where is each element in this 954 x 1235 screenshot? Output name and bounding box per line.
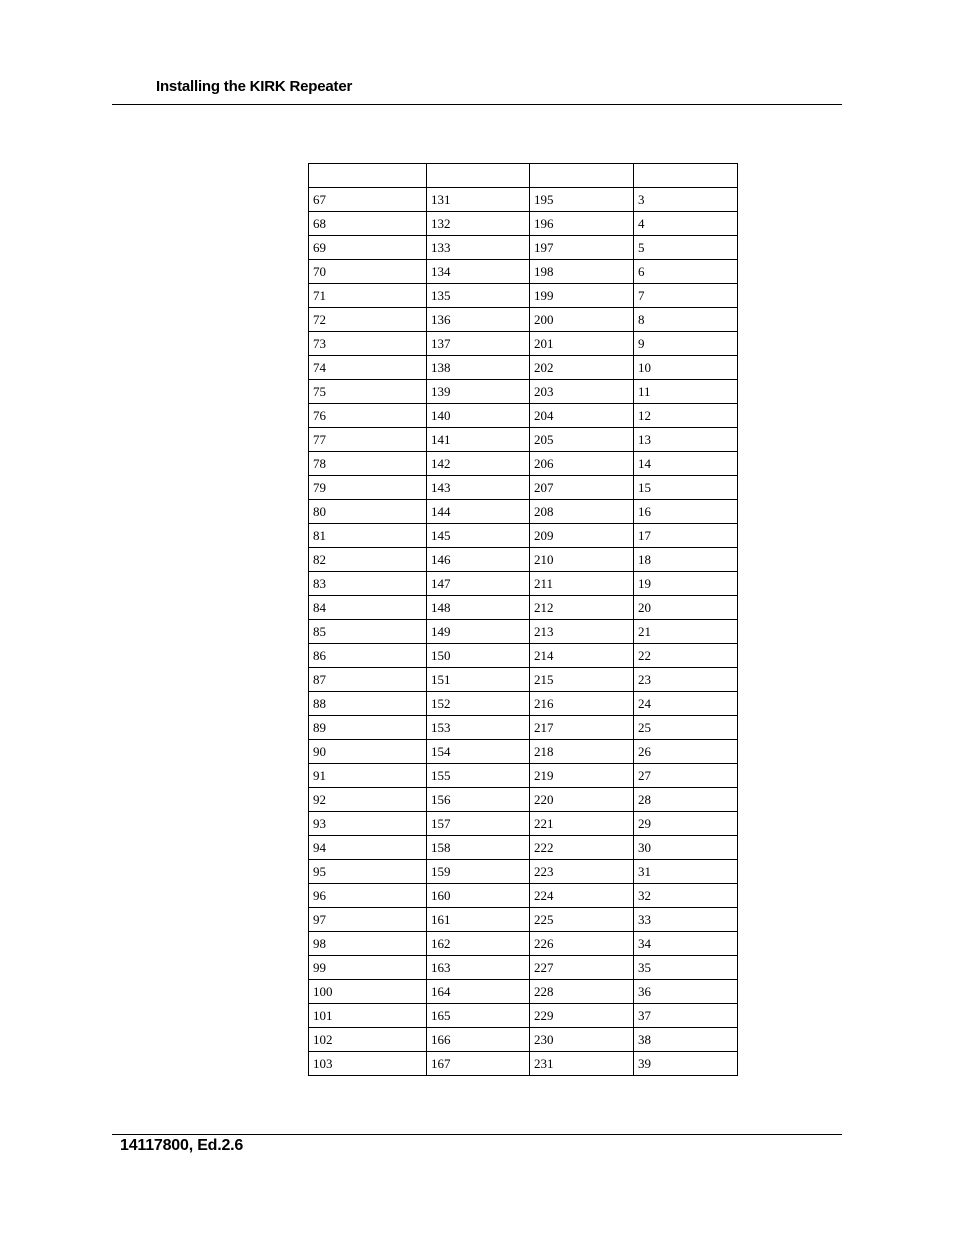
table-cell: 18 [634,548,738,572]
table-cell: 132 [427,212,530,236]
table-cell: 208 [530,500,634,524]
table-cell: 103 [309,1052,427,1076]
table-row [309,332,738,356]
table-cell: 27 [634,764,738,788]
table-row [309,620,738,644]
table-cell: 31 [634,860,738,884]
table-cell: 163 [427,956,530,980]
table-cell: 7 [634,284,738,308]
table-row [309,716,738,740]
running-header: Installing the KIRK Repeater [156,78,353,95]
table-cell: 71 [309,284,427,308]
table-row [309,644,738,668]
table-cell: 19 [634,572,738,596]
table-cell: 75 [309,380,427,404]
table-cell: 93 [309,812,427,836]
table-row [309,500,738,524]
table-cell: 90 [309,740,427,764]
table-cell: 223 [530,860,634,884]
running-footer: 14117800, Ed.2.6 [120,1137,244,1154]
table-cell: 197 [530,236,634,260]
table-cell: 151 [427,668,530,692]
table-row [309,932,738,956]
table-cell: 88 [309,692,427,716]
table-cell: 24 [634,692,738,716]
table-cell: 141 [427,428,530,452]
table-cell: 203 [530,380,634,404]
table-row [309,548,738,572]
table-cell: 99 [309,956,427,980]
table-cell: 95 [309,860,427,884]
table-row [309,764,738,788]
table-cell: 8 [634,308,738,332]
table-cell: 102 [309,1028,427,1052]
table-cell: 155 [427,764,530,788]
table-cell: 3 [634,188,738,212]
table-cell: 147 [427,572,530,596]
table-row [309,452,738,476]
table-cell: 136 [427,308,530,332]
table-cell: 9 [634,332,738,356]
table-cell: 231 [530,1052,634,1076]
table-cell: 161 [427,908,530,932]
table-cell: 199 [530,284,634,308]
table-row [309,260,738,284]
table-cell: 32 [634,884,738,908]
table-cell: 131 [427,188,530,212]
table-header-row [309,164,738,188]
table-cell: 17 [634,524,738,548]
table-row [309,1004,738,1028]
table-row [309,788,738,812]
table-cell: 83 [309,572,427,596]
table-cell: 156 [427,788,530,812]
table-row [309,404,738,428]
table-cell: 206 [530,452,634,476]
table-row [309,212,738,236]
table-header-cell [427,164,530,188]
table-body [309,164,738,1076]
table-cell: 230 [530,1028,634,1052]
table-row [309,980,738,1004]
table-cell: 82 [309,548,427,572]
table-cell: 20 [634,596,738,620]
table-row [309,380,738,404]
table-cell: 134 [427,260,530,284]
table-header-cell [530,164,634,188]
table-row [309,740,738,764]
table-cell: 14 [634,452,738,476]
table-cell: 79 [309,476,427,500]
table-cell: 89 [309,716,427,740]
table-cell: 220 [530,788,634,812]
table-cell: 21 [634,620,738,644]
table-row [309,596,738,620]
table-header-cell [634,164,738,188]
table-cell: 159 [427,860,530,884]
table-cell: 70 [309,260,427,284]
table-cell: 11 [634,380,738,404]
table-cell: 143 [427,476,530,500]
table-cell: 196 [530,212,634,236]
table-cell: 198 [530,260,634,284]
table-cell: 100 [309,980,427,1004]
table-cell: 5 [634,236,738,260]
table-row [309,1028,738,1052]
table-cell: 78 [309,452,427,476]
table-cell: 97 [309,908,427,932]
table-cell: 166 [427,1028,530,1052]
table-row [309,884,738,908]
table-cell: 29 [634,812,738,836]
table-row [309,308,738,332]
table-cell: 67 [309,188,427,212]
table-cell: 23 [634,668,738,692]
table-cell: 37 [634,1004,738,1028]
table-cell: 210 [530,548,634,572]
table-cell: 158 [427,836,530,860]
table-cell: 36 [634,980,738,1004]
table-row [309,956,738,980]
table-cell: 6 [634,260,738,284]
table-row [309,356,738,380]
table-cell: 218 [530,740,634,764]
table-cell: 22 [634,644,738,668]
table-cell: 165 [427,1004,530,1028]
table-cell: 207 [530,476,634,500]
table-row [309,812,738,836]
table-cell: 205 [530,428,634,452]
table-cell: 219 [530,764,634,788]
table-cell: 162 [427,932,530,956]
table-cell: 145 [427,524,530,548]
table-cell: 38 [634,1028,738,1052]
table-header-cell [309,164,427,188]
footer-rule [112,1134,842,1135]
table-cell: 138 [427,356,530,380]
table-cell: 34 [634,932,738,956]
table-cell: 74 [309,356,427,380]
table-row [309,284,738,308]
table-cell: 200 [530,308,634,332]
table-cell: 150 [427,644,530,668]
table-cell: 226 [530,932,634,956]
table-cell: 167 [427,1052,530,1076]
table-row [309,860,738,884]
table-cell: 87 [309,668,427,692]
table-cell: 12 [634,404,738,428]
table-cell: 81 [309,524,427,548]
table-cell: 202 [530,356,634,380]
table-cell: 76 [309,404,427,428]
table-cell: 213 [530,620,634,644]
table-cell: 164 [427,980,530,1004]
table-cell: 154 [427,740,530,764]
table-cell: 139 [427,380,530,404]
table-cell: 35 [634,956,738,980]
table-cell: 209 [530,524,634,548]
table-cell: 98 [309,932,427,956]
table-cell: 25 [634,716,738,740]
table-cell: 222 [530,836,634,860]
table-cell: 72 [309,308,427,332]
table-cell: 16 [634,500,738,524]
table-cell: 91 [309,764,427,788]
table-cell: 101 [309,1004,427,1028]
table-row [309,428,738,452]
table-cell: 86 [309,644,427,668]
table-cell: 149 [427,620,530,644]
table-row [309,236,738,260]
table-cell: 153 [427,716,530,740]
table-cell: 229 [530,1004,634,1028]
table-cell: 215 [530,668,634,692]
table-cell: 225 [530,908,634,932]
table-cell: 96 [309,884,427,908]
table-cell: 140 [427,404,530,428]
table-cell: 94 [309,836,427,860]
table-cell: 224 [530,884,634,908]
channel-table [308,163,738,1076]
table-row [309,692,738,716]
table-cell: 135 [427,284,530,308]
table-cell: 133 [427,236,530,260]
table-cell: 146 [427,548,530,572]
table-cell: 85 [309,620,427,644]
table-cell: 30 [634,836,738,860]
table-row [309,908,738,932]
table-cell: 214 [530,644,634,668]
table-cell: 73 [309,332,427,356]
table-cell: 201 [530,332,634,356]
table-cell: 68 [309,212,427,236]
table-cell: 39 [634,1052,738,1076]
table-cell: 216 [530,692,634,716]
table-cell: 228 [530,980,634,1004]
table-row [309,188,738,212]
table-cell: 144 [427,500,530,524]
table-row [309,668,738,692]
table-row [309,836,738,860]
table-cell: 26 [634,740,738,764]
table-cell: 10 [634,356,738,380]
table-cell: 148 [427,596,530,620]
table-cell: 195 [530,188,634,212]
table-cell: 28 [634,788,738,812]
table-cell: 221 [530,812,634,836]
table-cell: 157 [427,812,530,836]
table-cell: 84 [309,596,427,620]
table-cell: 33 [634,908,738,932]
table-cell: 15 [634,476,738,500]
table-cell: 4 [634,212,738,236]
table-cell: 137 [427,332,530,356]
table-cell: 13 [634,428,738,452]
table-cell: 92 [309,788,427,812]
table-row [309,476,738,500]
table-cell: 142 [427,452,530,476]
table-cell: 212 [530,596,634,620]
table-cell: 69 [309,236,427,260]
table-row [309,1052,738,1076]
table-row [309,524,738,548]
table-cell: 80 [309,500,427,524]
table-cell: 160 [427,884,530,908]
table-cell: 204 [530,404,634,428]
table-cell: 152 [427,692,530,716]
table-cell: 217 [530,716,634,740]
table-cell: 77 [309,428,427,452]
table-cell: 227 [530,956,634,980]
table-row [309,572,738,596]
table-cell: 211 [530,572,634,596]
header-rule [112,104,842,105]
